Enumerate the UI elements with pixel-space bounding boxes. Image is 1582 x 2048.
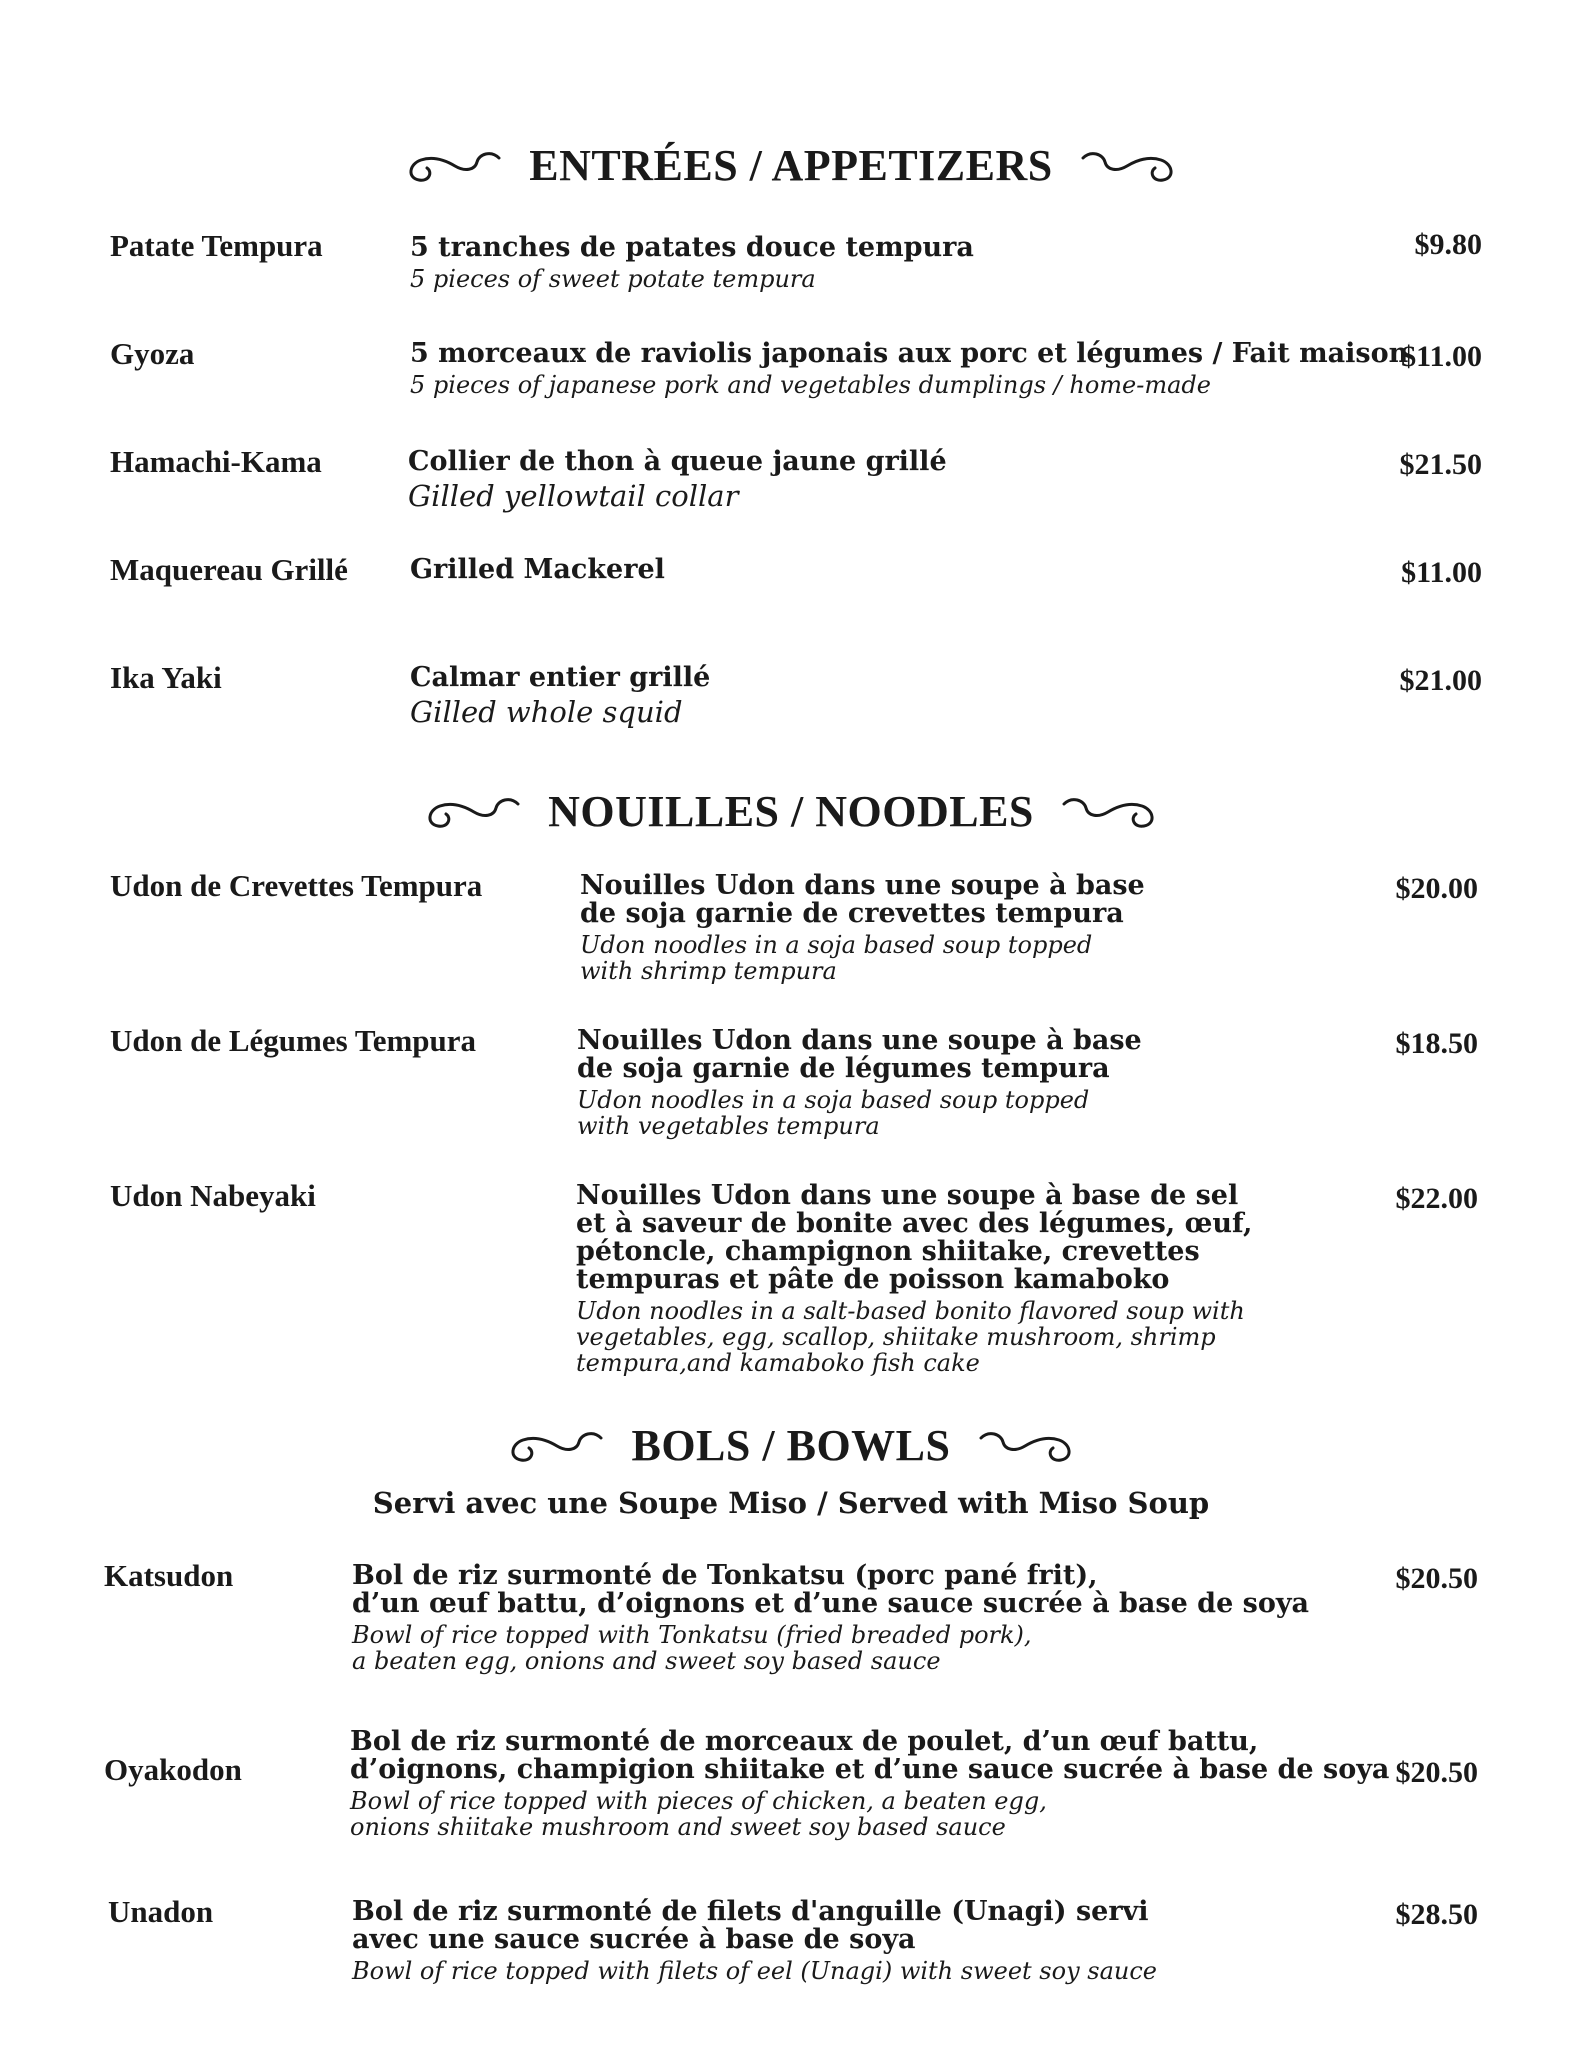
- item-description-en: Gilled whole squid: [410, 695, 683, 729]
- item-description-en: Bowl of rice topped with pieces of chicken, a beaten egg, onions shiitake mushroom and sweet soy based sauce: [350, 1787, 1047, 1841]
- item-price: $20.50: [1395, 1562, 1478, 1595]
- item-name: Udon de Crevettes Tempura: [110, 868, 483, 903]
- swirl-left-icon: [505, 1426, 605, 1466]
- item-description: [408, 448, 947, 512]
- item-description-fr: Bol de riz surmonté de Tonkatsu (porc pané frit), d’un œuf battu, d’oignons et d’une sauce sucrée à base de soya: [352, 1560, 1310, 1619]
- item-description-fr: Calmar entier grillé: [410, 662, 711, 693]
- item-description: [410, 664, 710, 728]
- item-name: Hamachi-Kama: [110, 444, 322, 479]
- item-price: $20.00: [1395, 872, 1478, 905]
- item-description-fr: Nouilles Udon dans une soupe à base de soja garnie de crevettes tempura: [580, 870, 1145, 929]
- item-price: $21.50: [1399, 448, 1482, 481]
- item-description: [577, 1027, 1142, 1139]
- item-description-en: Bowl of rice topped with filets of eel (Unagi) with sweet soy sauce: [352, 1957, 1157, 1985]
- swirl-right-icon: [1079, 146, 1179, 186]
- section-title-appetizers: [0, 140, 1582, 191]
- item-description-en: Bowl of rice topped with Tonkatsu (fried breaded pork), a beaten egg, onions and sweet soy based sauce: [352, 1621, 1032, 1675]
- item-name: Gyoza: [110, 336, 195, 371]
- item-description-fr: 5 tranches de patates douce tempura: [410, 232, 974, 263]
- section-title-bowls: [0, 1420, 1582, 1471]
- item-name: Udon de Légumes Tempura: [110, 1023, 477, 1058]
- section-title-label: BOLS / BOWLS: [631, 1421, 951, 1470]
- item-description-fr: Bol de riz surmonté de morceaux de poulet, d’un œuf battu, d’oignons, champigion shiitake et d’une sauce sucrée à base de soya: [350, 1726, 1390, 1785]
- item-description: [352, 1562, 1309, 1674]
- item-name: Patate Tempura: [110, 228, 323, 263]
- item-price: $11.00: [1401, 556, 1482, 589]
- item-description-fr: Grilled Mackerel: [410, 554, 665, 585]
- item-description-fr: Nouilles Udon dans une soupe à base de sel et à saveur de bonite avec des légumes, œuf, pétoncle, champignon shiitake, crevettes tempuras et pâte de poisson kamaboko: [576, 1180, 1253, 1295]
- item-description-en: 5 pieces of japanese pork and vegetables dumplings / home-made: [410, 371, 1211, 399]
- item-name: Oyakodon: [104, 1752, 242, 1787]
- item-description-en: Udon noodles in a salt-based bonito flavored soup with vegetables, egg, scallop, shiitake mushroom, shrimp tempura,and kamaboko fish cake: [576, 1297, 1245, 1377]
- item-name: Maquereau Grillé: [110, 552, 348, 587]
- swirl-right-icon: [977, 1426, 1077, 1466]
- swirl-left-icon: [403, 146, 503, 186]
- section-title-label: NOUILLES / NOODLES: [548, 787, 1034, 836]
- swirl-right-icon: [1060, 792, 1160, 832]
- item-description: [410, 234, 974, 292]
- section-title-label: ENTRÉES / APPETIZERS: [529, 141, 1053, 190]
- item-description-fr: Collier de thon à queue jaune grillé: [408, 446, 947, 477]
- item-price: $22.00: [1395, 1182, 1478, 1215]
- item-name: Ika Yaki: [110, 660, 222, 695]
- item-description-fr: Nouilles Udon dans une soupe à base de soja garnie de légumes tempura: [577, 1025, 1142, 1084]
- item-price: $20.50: [1395, 1756, 1478, 1789]
- item-price: $18.50: [1395, 1027, 1478, 1060]
- item-description-fr: 5 morceaux de raviolis japonais aux porc et légumes / Fait maison: [410, 338, 1409, 369]
- item-description: [410, 556, 665, 584]
- item-description: [576, 1182, 1252, 1376]
- item-price: $28.50: [1395, 1898, 1478, 1931]
- item-price: $9.80: [1414, 228, 1482, 261]
- item-description-en: Udon noodles in a soja based soup topped with shrimp tempura: [580, 931, 1093, 985]
- item-price: $11.00: [1401, 340, 1482, 373]
- section-subtitle: Servi avec une Soupe Miso / Served with Miso Soup: [372, 1486, 1210, 1520]
- item-name: Katsudon: [104, 1558, 234, 1593]
- item-description: [410, 340, 1408, 398]
- item-description-en: Gilled yellowtail collar: [408, 479, 739, 513]
- item-description-fr: Bol de riz surmonté de filets d'anguille (Unagi) servi avec une sauce sucrée à base de soya: [352, 1896, 1149, 1955]
- item-name: Unadon: [108, 1894, 214, 1929]
- section-title-noodles: [0, 786, 1582, 837]
- item-description-en: 5 pieces of sweet potate tempura: [410, 265, 816, 293]
- item-description: [352, 1898, 1157, 1984]
- swirl-left-icon: [422, 792, 522, 832]
- item-description-en: Udon noodles in a soja based soup topped with vegetables tempura: [577, 1086, 1090, 1140]
- item-description: [580, 872, 1145, 984]
- item-price: $21.00: [1399, 664, 1482, 697]
- item-name: Udon Nabeyaki: [110, 1178, 316, 1213]
- item-description: [350, 1728, 1389, 1840]
